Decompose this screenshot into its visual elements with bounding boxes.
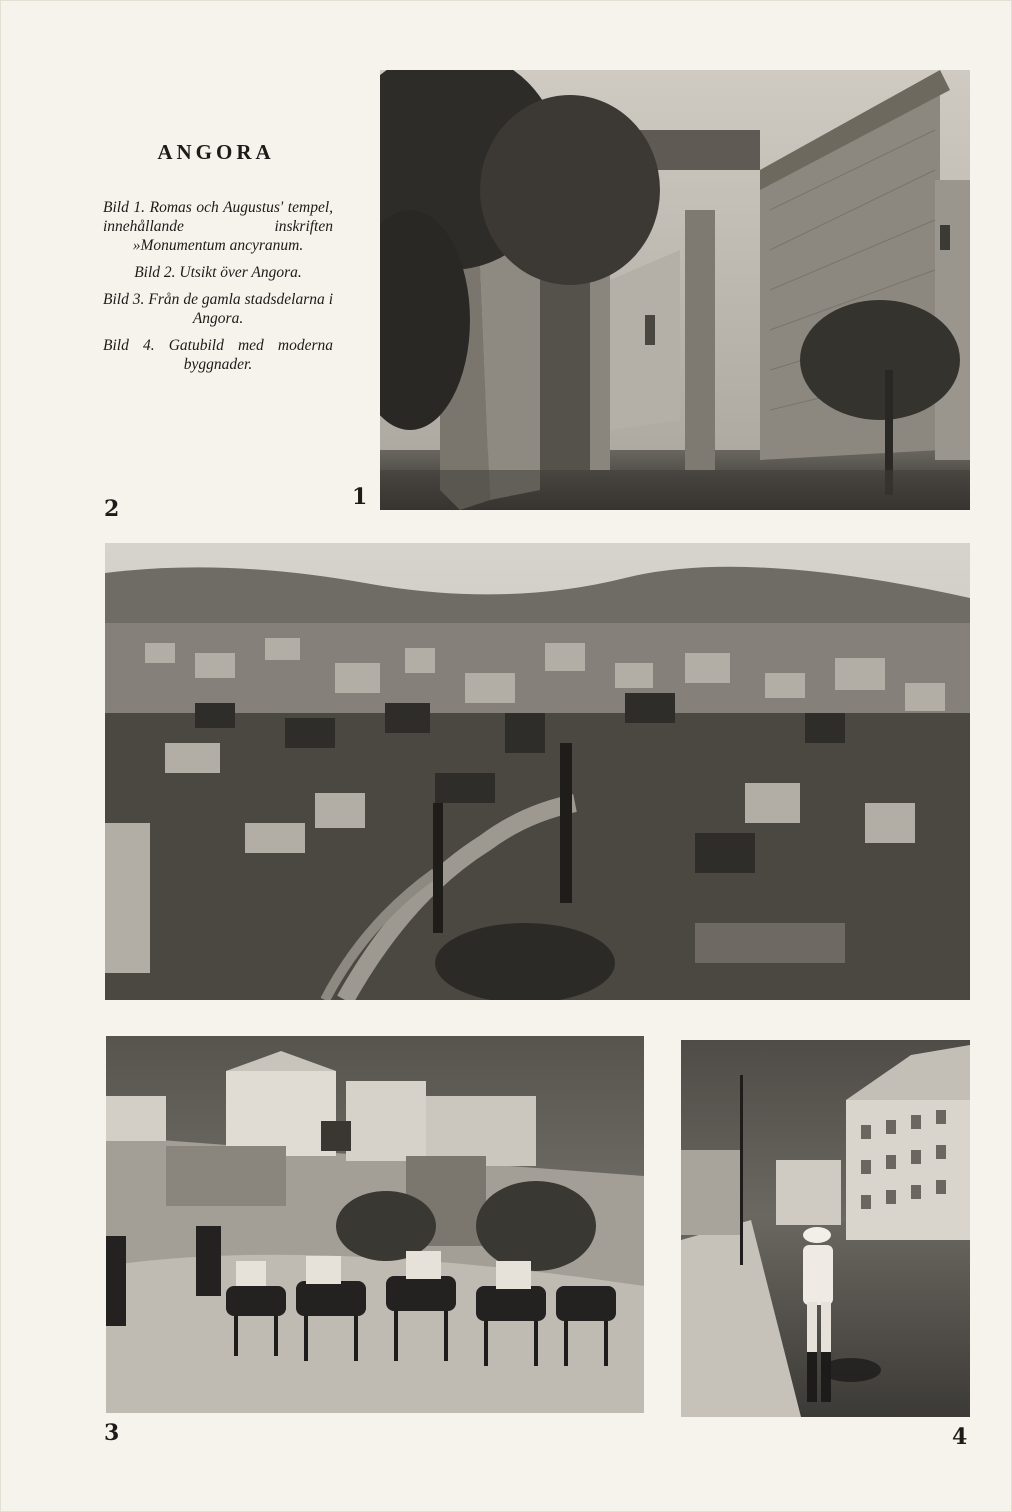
figure-number-1: 1 (352, 484, 368, 510)
caption-block (103, 198, 333, 382)
figure-number-2: 2 (104, 496, 120, 522)
photo-modern-street (681, 1040, 970, 1417)
photo-old-town (106, 1036, 644, 1413)
photo-temple (380, 70, 970, 510)
figure-number-4: 4 (952, 1424, 968, 1450)
caption-3: Bild 3. Från de gamla stadsdelarna i Angora. (103, 291, 333, 327)
caption-1: Bild 1. Romas och Augustus' tempel, innehållande inskriften »Monumentum ancyranum. (103, 199, 333, 254)
caption-4: Bild 4. Gatubild med moderna byggnader. (103, 337, 333, 373)
page-title: ANGORA (157, 140, 275, 164)
caption-2: Bild 2. Utsikt över Angora. (134, 264, 302, 281)
figure-number-3: 3 (104, 1420, 120, 1446)
photo-city-view (105, 543, 970, 1000)
